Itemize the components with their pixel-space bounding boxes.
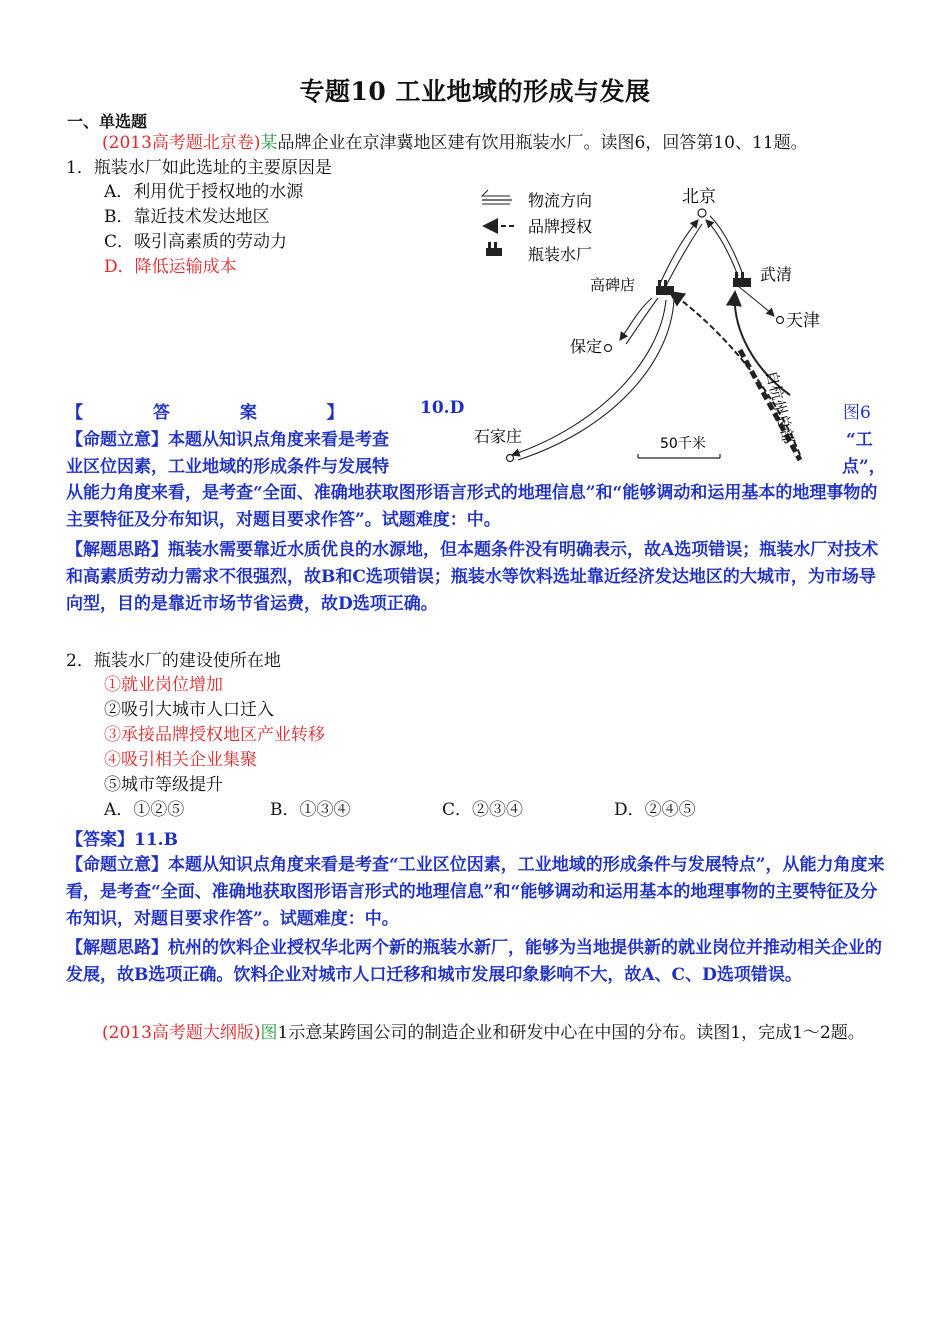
- q1-stem: 1．瓶装水厂如此选址的主要原因是: [66, 158, 332, 178]
- source-label: 自杭州总部: [762, 368, 798, 446]
- q2-intent-text: 本题从知识点角度来看是考查“工业区位因素，工业地域的形成条件与发展特点”，从能力角度来看，是考查“全面、准确地获取图形语言形式的地理信息”和“能够调动和运用基本的地理事物的主要特征及分布知识，对题目要求作答”。试题难度：中。: [66, 855, 885, 929]
- q2-answer: [66, 825, 178, 850]
- intro-1-source: (2013高考题北京卷): [102, 133, 261, 153]
- q1-analysis: [66, 537, 886, 618]
- q2-choice-d: D．②④⑤: [614, 800, 696, 820]
- q1-intent-quote-open: “工: [846, 430, 873, 450]
- intro-1: [102, 130, 808, 156]
- legend-factory-label: 瓶装水厂: [528, 245, 593, 264]
- q1-intent-rest: 从能力角度来看，是考查“全面、准确地获取图形语言形式的地理信息”和“能够调动和运用基本的地理事物的主要特征及分布知识，对题目要求作答”。试题难度：中。: [66, 483, 878, 530]
- q1-intent-label: 【命题立意】: [66, 430, 168, 450]
- q1-intent-line1: [66, 425, 389, 450]
- legend-flow-label: 物流方向: [528, 191, 593, 210]
- q2-intent: [66, 852, 886, 933]
- q1-option-b: B．靠近技术发达地区: [104, 207, 270, 227]
- scale-label: 50千米: [660, 436, 706, 452]
- intro-2-lead: 图: [260, 1023, 278, 1043]
- q1-answer-value: 10.D: [420, 398, 465, 418]
- city-shijiazhuang: 石家庄: [474, 427, 523, 446]
- page-title: 专题10 工业地域的形成与发展: [299, 77, 651, 106]
- intro-2-text: 1示意某跨国公司的制造企业和研发中心在中国的分布。读图1，完成1～2题。: [277, 1023, 865, 1043]
- city-gaobeidian: 高碑店: [590, 276, 636, 294]
- legend-flow: [482, 190, 592, 210]
- q2-item-5: ⑤城市等级提升: [104, 775, 223, 795]
- q1-option-a: A．利用优于授权地的水源: [104, 182, 304, 202]
- q1-option-c: C．吸引高素质的劳动力: [104, 232, 288, 252]
- legend-brand-label: 品牌授权: [528, 217, 593, 236]
- q2-choice-a: A．①②⑤: [104, 800, 185, 820]
- q1-option-d: D．降低运输成本: [104, 257, 237, 277]
- section-heading: 一、单选题: [67, 112, 148, 131]
- q2-item-4: ④吸引相关企业集聚: [104, 750, 257, 770]
- q1-intent-quote-close: 点”，: [842, 457, 886, 477]
- q2-analysis-label: 【解题思路】: [66, 938, 168, 958]
- city-beijing: 北京: [682, 187, 716, 207]
- q2-item-1: ①就业岗位增加: [104, 675, 223, 695]
- q1-analysis-label: 【解题思路】: [66, 540, 168, 560]
- legend-brand: [484, 217, 592, 236]
- q2-item-2: ②吸引大城市人口迁入: [104, 700, 274, 720]
- figure-caption: 图6: [843, 403, 871, 423]
- q1-intent-text-1: 本题从知识点角度来看是考查: [168, 430, 389, 450]
- q2-choice-c: C．②③④: [442, 800, 524, 820]
- legend-factory: [486, 242, 592, 264]
- q2-intent-label: 【命题立意】: [66, 855, 168, 875]
- intro-2: [66, 1020, 886, 1047]
- q2-answer-value: 11.B: [134, 830, 178, 850]
- q1-intent-line2: 业区位因素，工业地域的形成条件与发展特: [66, 457, 389, 477]
- intro-2-source: (2013高考题大纲版): [102, 1023, 261, 1043]
- q1-answer-label: 【 答 案 】: [66, 403, 376, 423]
- intro-1-text: 品牌企业在京津冀地区建有饮用瓶装水厂。读图6，回答第10、11题。: [277, 133, 808, 153]
- q2-analysis: [66, 935, 886, 989]
- city-baoding: 保定: [570, 337, 603, 356]
- figure-6-map: [470, 180, 840, 465]
- q2-stem: 2．瓶装水厂的建设使所在地: [66, 651, 281, 671]
- q2-choice-b: B．①③④: [270, 800, 351, 820]
- q2-item-3: ③承接品牌授权地区产业转移: [104, 725, 325, 745]
- q1-analysis-text: 瓶装水需要靠近水质优良的水源地，但本题条件没有明确表示，故A选项错误；瓶装水厂对技术和高素质劳动力需求不很强烈，故B和C选项错误；瓶装水等饮料选址靠近经济发达地区的大城市，为市场导向型，目的是靠近市场节省运费，故D选项正确。: [66, 540, 879, 614]
- city-wuqing: 武清: [760, 265, 793, 284]
- intro-1-lead: 某: [260, 133, 278, 153]
- q2-analysis-text: 杭州的饮料企业授权华北两个新的瓶装水新厂，能够为当地提供新的就业岗位并推动相关企业的发展，故B选项正确。饮料企业对城市人口迁移和城市发展印象影响不大，故A、C、D选项错误。: [66, 938, 882, 985]
- city-tianjin: 天津: [786, 311, 820, 331]
- q2-answer-label: 【答案】: [66, 830, 134, 850]
